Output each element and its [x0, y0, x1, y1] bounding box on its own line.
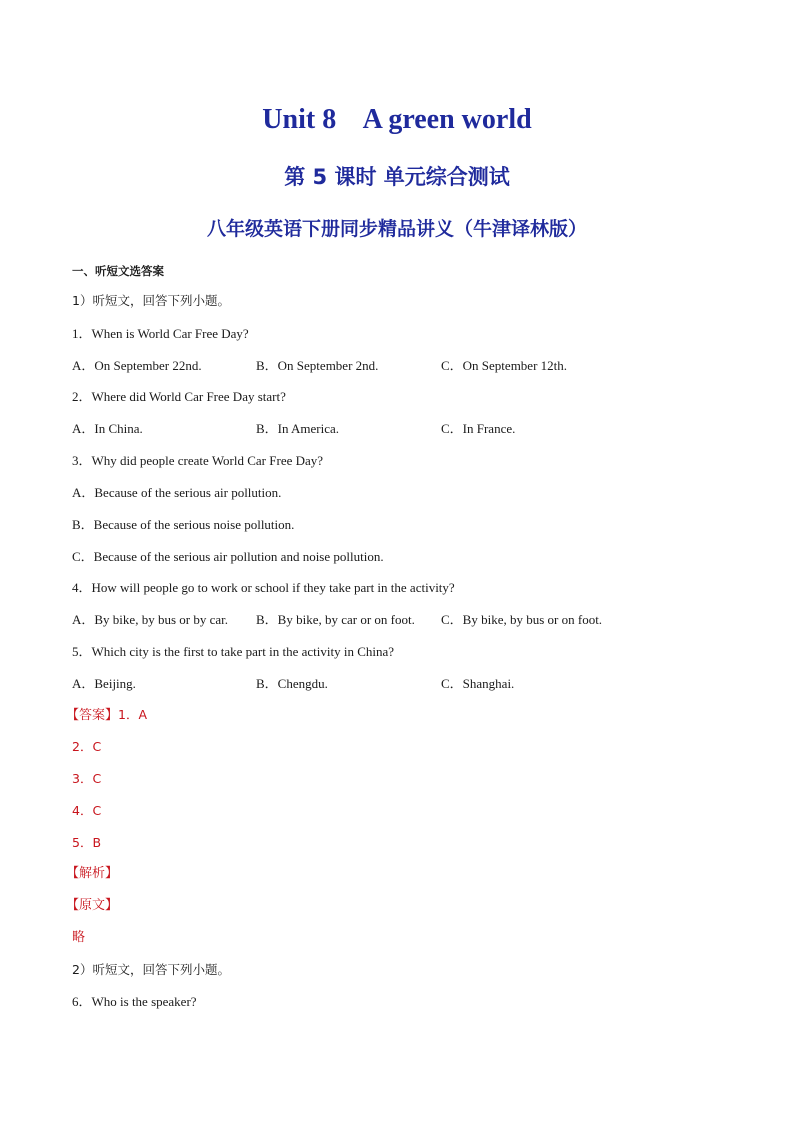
- q3-option-b: B．Because of the serious noise pollution.: [72, 517, 295, 532]
- answer-label: 【答案】: [66, 708, 119, 723]
- q4-option-c: C．By bike, by bus or on foot.: [441, 612, 603, 627]
- part2-instruction: 2）听短文，回答下列小题。: [72, 962, 230, 977]
- part1-instruction: 1）听短文，回答下列小题。: [72, 293, 230, 308]
- q5-option-a: A．Beijing.: [72, 676, 136, 691]
- answer-3: 3．C: [72, 771, 102, 786]
- question-4: 4．How will people go to work or school if they take part in the activity?: [72, 580, 455, 595]
- answer-5: 5．B: [72, 835, 102, 850]
- section-heading: 一、听短文选答案: [72, 264, 164, 278]
- analysis-label: 【解析】: [66, 866, 119, 881]
- answer-line-1: [66, 707, 147, 724]
- q2-option-a: A．In China.: [72, 421, 143, 436]
- answer-2: 2．C: [72, 739, 102, 754]
- q1-option-a: A．On September 22nd.: [72, 358, 202, 373]
- q1-option-b: B．On September 2nd.: [256, 358, 379, 373]
- answer-4: 4．C: [72, 803, 102, 818]
- q4-option-a: A．By bike, by bus or by car.: [72, 612, 228, 627]
- original-text: 略: [72, 930, 86, 945]
- q3-option-c: C．Because of the serious air pollution and noise pollution.: [72, 549, 384, 564]
- q2-option-c: C．In France.: [441, 421, 516, 436]
- q1-option-c: C．On September 12th.: [441, 358, 568, 373]
- lesson-title: 第 5 课时 单元综合测试: [284, 165, 510, 189]
- unit-title: Unit 8 A green world: [262, 104, 532, 135]
- q5-option-b: B．Chengdu.: [256, 676, 328, 691]
- question-2: 2．Where did World Car Free Day start?: [72, 389, 286, 404]
- question-1: 1．When is World Car Free Day?: [72, 326, 249, 341]
- document-subtitle: 八年级英语下册同步精品讲义（牛津译林版）: [206, 218, 587, 240]
- q3-option-a: A．Because of the serious air pollution.: [72, 485, 282, 500]
- original-label: 【原文】: [66, 898, 119, 913]
- question-3: 3．Why did people create World Car Free Day?: [72, 453, 324, 468]
- question-6: 6．Who is the speaker?: [72, 994, 197, 1009]
- answer-1: 1．A: [118, 707, 148, 722]
- question-5: 5．Which city is the first to take part in the activity in China?: [72, 644, 395, 659]
- q5-option-c: C．Shanghai.: [441, 676, 515, 691]
- q4-option-b: B．By bike, by car or on foot.: [256, 612, 415, 627]
- q2-option-b: B．In America.: [256, 421, 340, 436]
